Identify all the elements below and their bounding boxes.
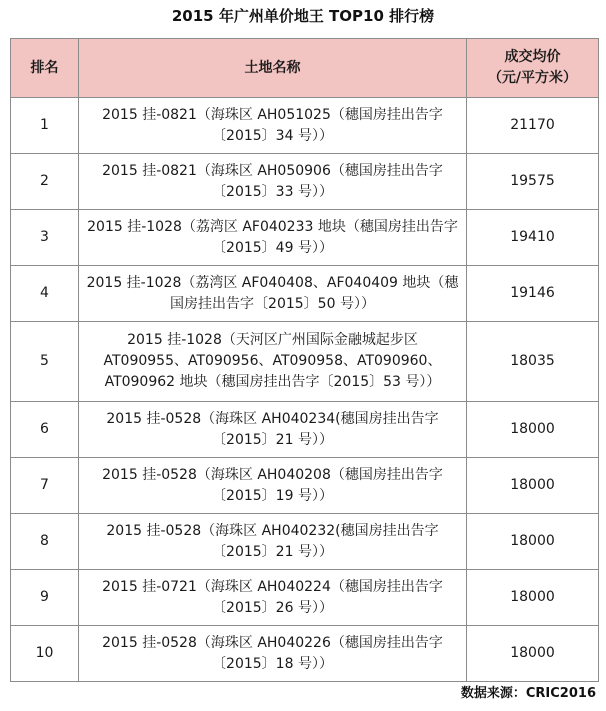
cell-rank: 4 (11, 266, 79, 322)
cell-land-name: 2015 挂-0528（海珠区 AH040226（穗国房挂出告字〔2015〕18 号）） (79, 626, 467, 682)
cell-rank: 6 (11, 402, 79, 458)
cell-rank: 2 (11, 154, 79, 210)
header-avg-price (467, 39, 599, 98)
cell-price: 18000 (467, 514, 599, 570)
cell-land-name: 2015 挂-0528（海珠区 AH040232(穗国房挂出告字〔2015〕21 号）） (79, 514, 467, 570)
table-row (11, 98, 599, 154)
cell-land-name: 2015 挂-1028（天河区广州国际金融城起步区 AT090955、AT090956、AT090958、AT090960、AT090962 地块（穗国房挂出告字〔2015〕53 号）） (79, 322, 467, 402)
cell-land-name: 2015 挂-1028（荔湾区 AF040233 地块（穗国房挂出告字〔2015〕49 号）） (79, 210, 467, 266)
header-row (11, 39, 599, 98)
cell-price: 18000 (467, 626, 599, 682)
table-row (11, 626, 599, 682)
cell-land-name: 2015 挂-0528（海珠区 AH040234(穗国房挂出告字〔2015〕21 号）） (79, 402, 467, 458)
data-source-note: 数据来源：CRIC2016 (460, 686, 596, 701)
page-title: 2015 年广州单价地王 TOP10 排行榜 (171, 7, 435, 25)
table-row (11, 154, 599, 210)
table-header (11, 39, 599, 98)
cell-price: 21170 (467, 98, 599, 154)
cell-price: 18000 (467, 458, 599, 514)
cell-land-name: 2015 挂-0821（海珠区 AH051025（穗国房挂出告字〔2015〕34 号）） (79, 98, 467, 154)
table-body (11, 98, 599, 682)
cell-rank: 10 (11, 626, 79, 682)
ranking-table (10, 38, 599, 682)
table-row (11, 570, 599, 626)
cell-land-name: 2015 挂-0721（海珠区 AH040224（穗国房挂出告字〔2015〕26 号）） (79, 570, 467, 626)
cell-land-name: 2015 挂-1028（荔湾区 AF040408、AF040409 地块（穗国房挂出告字〔2015〕50 号）） (79, 266, 467, 322)
cell-price: 18035 (467, 322, 599, 402)
table-row (11, 210, 599, 266)
table-row (11, 514, 599, 570)
cell-rank: 5 (11, 322, 79, 402)
cell-rank: 3 (11, 210, 79, 266)
header-avg-price-label: 成交均价 (504, 49, 561, 65)
cell-price: 18000 (467, 570, 599, 626)
cell-land-name: 2015 挂-0821（海珠区 AH050906（穗国房挂出告字〔2015〕33 号）） (79, 154, 467, 210)
cell-rank: 7 (11, 458, 79, 514)
cell-land-name: 2015 挂-0528（海珠区 AH040208（穗国房挂出告字〔2015〕19 号）） (79, 458, 467, 514)
table-row (11, 458, 599, 514)
cell-rank: 1 (11, 98, 79, 154)
table-row (11, 402, 599, 458)
table-row (11, 266, 599, 322)
cell-price: 19146 (467, 266, 599, 322)
header-price-unit: （元/平方米） (487, 70, 578, 86)
cell-rank: 8 (11, 514, 79, 570)
header-land-name: 土地名称 (79, 39, 467, 98)
cell-price: 19575 (467, 154, 599, 210)
cell-price: 19410 (467, 210, 599, 266)
table-row (11, 322, 599, 402)
cell-price: 18000 (467, 402, 599, 458)
header-rank: 排名 (11, 39, 79, 98)
cell-rank: 9 (11, 570, 79, 626)
